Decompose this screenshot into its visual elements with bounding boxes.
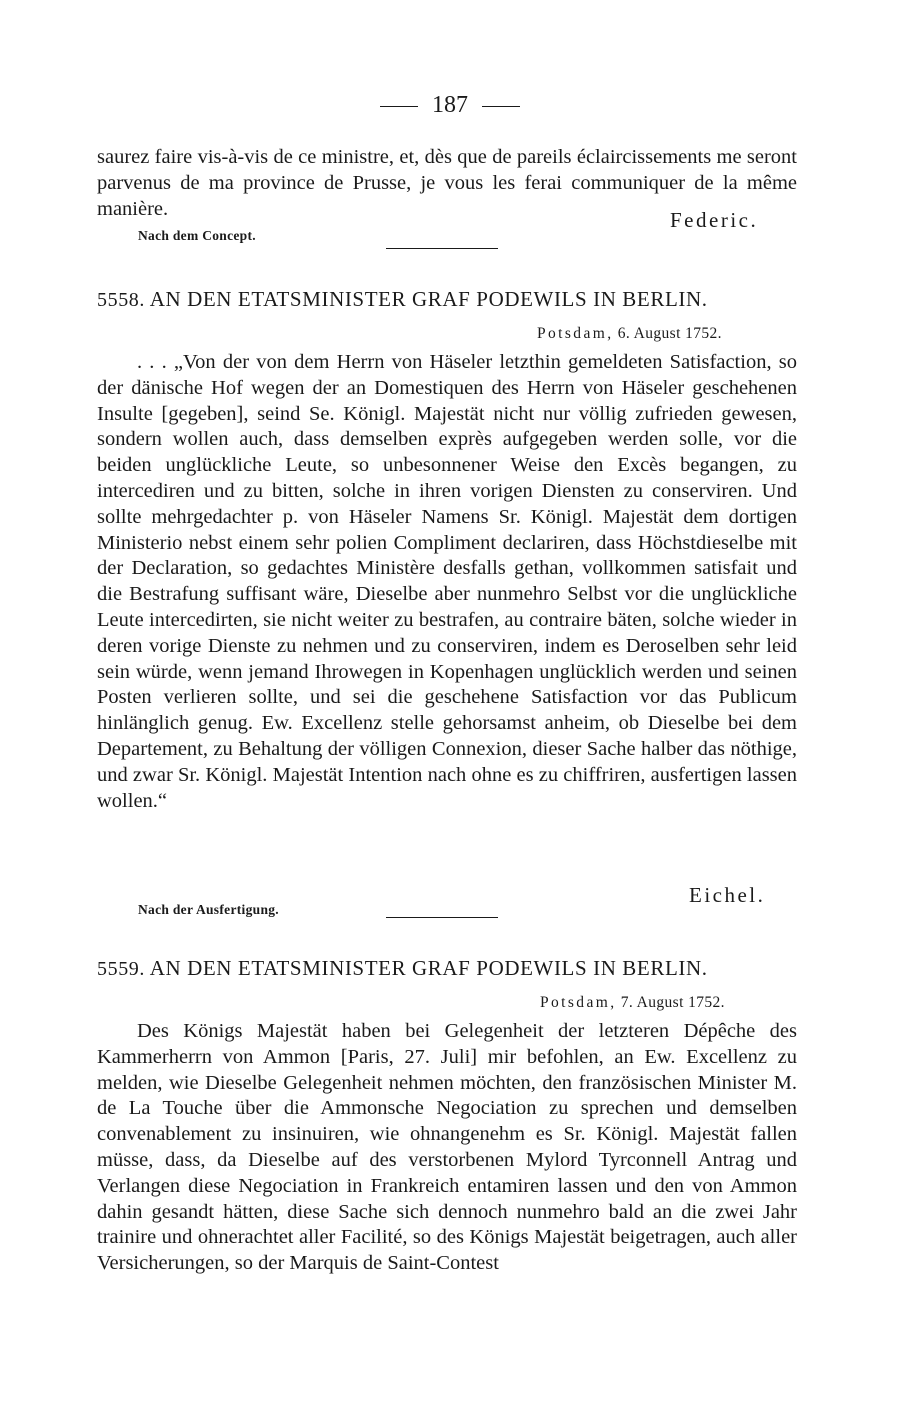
letter-body-5559-text: Des Königs Majestät haben bei Gelegenheit der letzteren Dépêche des Kammerherrn von Ammon [Paris, 27. Juli] mir befohlen, an Ew. Excellenz zu melden, wie Dieselbe Gelegenheit nehmen möchten, den französischen Minister M. de La Touche über die Ammonsche Negociation zu sprechen und demselben convenablement zu insinuiren, wie ohnangenehm es Sr. Königl. Majestät fallen müsse, dass, da Dieselbe auf des verstorbenen Mylord Tyrconnell Antrag und Verlangen diese Negociation in Frankreich entamiren lassen und den von Ammon dahin gesandt hätten, diese Sache sich dennoch nunmehro bald an die zwei Jahr trainire und ohnerachtet aller Facilité, so des Königs Majestät beigetragen, auch aller Versicherungen, so der Marquis de Saint-Contest: [97, 1020, 797, 1275]
letter-number-5559: 5559.: [97, 958, 145, 980]
letter-number-5558: 5558.: [97, 289, 145, 311]
letter-heading-5559: [97, 956, 797, 981]
letter-body-5558: [97, 350, 797, 814]
dateline-5559: [540, 994, 725, 1012]
dateline-place-5559: Potsdam,: [540, 994, 617, 1011]
letter-heading-5558: [97, 287, 797, 312]
letter-title-5559: AN DEN ETATSMINISTER GRAF PODEWILS IN BERLIN.: [149, 956, 708, 980]
dateline-place-5558: Potsdam,: [537, 325, 614, 342]
dateline-date-5559: 7. August 1752.: [620, 994, 725, 1011]
letter-body-5558-text: . . . „Von der von dem Herrn von Häseler letzthin gemeldeten Satisfaction, so der dänische Hof wegen der an Domestiquen des Herrn von Häseler geschehenen Insulte [gegeben], seind Se. Königl. Majestät nicht nur völlig zufrieden gewesen, sondern wollen auch, dass demselben exprès aufgegeben werden solle, vor die beiden unglückliche Leute, so unbesonnener Weise den Excès begangen, zu intercediren und zu bitten, solche in ihren vorigen Diensten zu conserviren. Und sollte mehrgedachter p. von Häseler Namens Sr. Königl. Majestät dem dortigen Ministerio nebst einem sehr polien Compliment declariren, dass Höchstdieselbe mit der Declaration, so gedachtes Ministère desfalls gethan, vollkommen satisfait und die Bestrafung suffisant wäre, Dieselbe aber nunmehro Selbst vor die unglückliche Leute intercedirten, sie nicht weiter zu bestrafen, au contraire bäten, solche wieder in deren vorige Dienste zu nehmen und zu conserviren, indem es Deroselben sehr leid sein würde, wenn jemand Ihrowegen in Kopenhagen unglücklich werden und seinen Posten verlieren sollte, und sei die geschehene Satisfaction vor das Publicum hinlänglich genug. Ew. Excellenz stelle gehorsamst anheim, ob Dieselbe bei dem Departement, zu Behaltung der völligen Connexion, dieser Sache halber das nöthige, und zwar Sr. Königl. Majestät Intention nach ohne es zu chiffriren, ausfertigen lassen wollen.“: [97, 351, 797, 812]
page-number: 187: [432, 92, 468, 118]
signature-eichel: Eichel.: [689, 883, 766, 907]
page-header: [0, 92, 900, 119]
letter-body-5559: [97, 1019, 797, 1277]
continued-paragraph-text: saurez faire vis-à-vis de ce ministre, et, dès que de pareils éclaircissements me seront parvenus de ma province de Prusse, je vous les ferai communiquer de la même manière.: [97, 146, 797, 220]
source-note-ausfertigung: Nach der Ausfertigung.: [138, 902, 279, 917]
dateline-5558: [537, 325, 722, 343]
section-divider-2: [386, 917, 498, 918]
dateline-date-5558: 6. August 1752.: [617, 325, 722, 342]
letter-title-5558: AN DEN ETATSMINISTER GRAF PODEWILS IN BERLIN.: [149, 287, 708, 311]
header-dash-left: [380, 106, 418, 107]
source-note-concept: Nach dem Concept.: [138, 228, 256, 243]
signature-federic: Federic.: [670, 208, 759, 232]
section-divider-1: [386, 248, 498, 249]
header-dash-right: [482, 106, 520, 107]
